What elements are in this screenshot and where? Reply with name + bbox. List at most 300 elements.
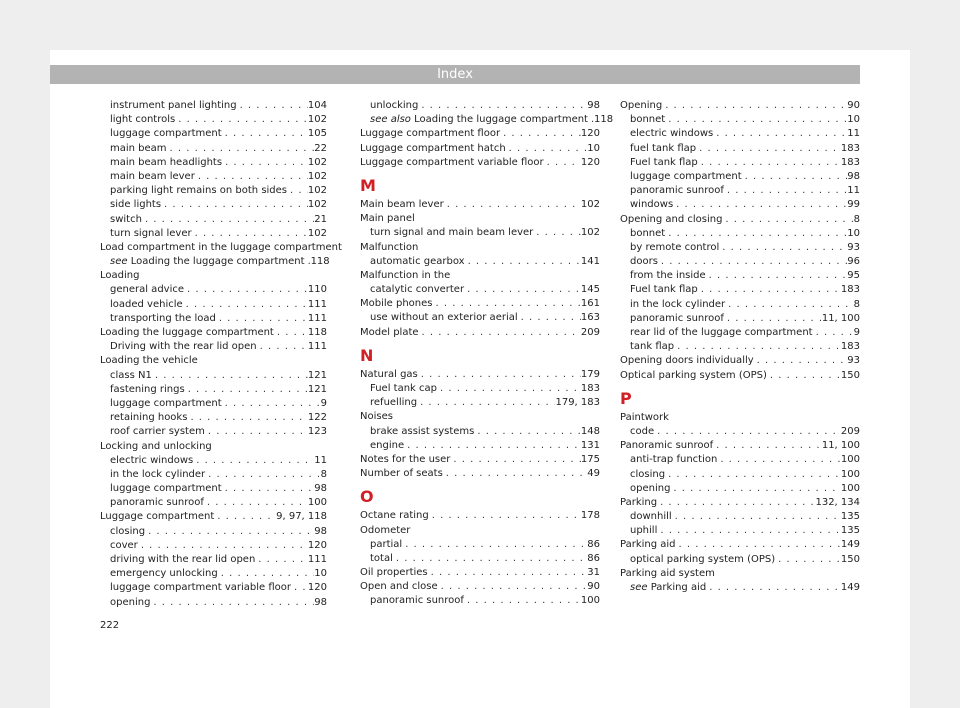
index-entry (100, 326, 327, 340)
index-entry (360, 524, 600, 538)
index-letter-heading: O (360, 487, 374, 507)
index-entry-term (360, 142, 506, 156)
index-entry (100, 184, 327, 198)
dot-leader (214, 510, 276, 524)
dot-leader (465, 255, 581, 269)
dot-leader (722, 213, 853, 227)
index-entry-term (100, 269, 139, 283)
index-entry-text: optical parking system (OPS) (630, 553, 776, 565)
index-entry-text: by remote control (630, 241, 720, 253)
index-entry-text: luggage compartment (110, 397, 222, 409)
index-entry-term (370, 594, 464, 608)
index-entry-text: anti-trap function (630, 454, 718, 466)
index-entry (620, 439, 860, 453)
dot-leader (767, 369, 841, 383)
index-entry (100, 411, 327, 425)
index-column-2 (360, 99, 614, 609)
index-entry-page: 10 (847, 114, 860, 126)
index-entry-term (370, 382, 437, 396)
index-entry-term (630, 326, 813, 340)
index-entry (360, 241, 600, 255)
dot-leader (719, 241, 847, 255)
index-entry-text: Loading the luggage compartment (100, 327, 274, 338)
index-entry-term (620, 439, 713, 453)
index-entry-page: 121 (307, 383, 327, 395)
index-entry-term (110, 454, 193, 468)
index-entry-text: total (370, 552, 393, 564)
index-entry-term (620, 411, 669, 425)
index-entry (100, 454, 327, 468)
index-entry-text: use without an exterior aerial (370, 312, 518, 324)
dot-leader (237, 99, 308, 113)
index-entry (100, 369, 327, 383)
index-entry-text: Load compartment in the luggage compartment (100, 241, 342, 253)
index-entry (620, 340, 860, 354)
index-entry (620, 538, 860, 552)
index-entry-text: doors (630, 256, 658, 268)
index-entry (360, 580, 600, 594)
index-entry-term (110, 539, 138, 553)
index-entry-page: 100 (840, 468, 860, 480)
index-entry (360, 396, 600, 410)
index-entry (620, 255, 860, 269)
index-entry-term (110, 170, 195, 184)
index-entry-page: 93 (847, 355, 860, 367)
dot-leader (724, 184, 847, 198)
dot-leader (665, 468, 841, 482)
index-entry-page: 111 (307, 554, 327, 565)
index-entry-page: 135 (840, 511, 860, 523)
index-entry-term (110, 255, 305, 269)
index-entry (620, 213, 860, 227)
dot-leader (404, 439, 581, 453)
index-entry-page: 118 (593, 114, 614, 126)
index-entry-text: panoramic sunroof (110, 497, 204, 509)
index-entry-text: roof carrier system (110, 426, 205, 438)
index-entry (360, 255, 600, 269)
index-entry-page: 104 (307, 100, 327, 111)
index-entry-page: 10 (314, 568, 327, 580)
index-entry (620, 269, 860, 283)
index-entry-page: 99 (847, 199, 860, 211)
index-entry (100, 553, 327, 567)
index-entry-page: 31 (587, 567, 600, 579)
index-entry-term (620, 567, 715, 581)
index-entry (360, 594, 600, 608)
index-entry (100, 539, 327, 553)
index-entry (100, 482, 327, 496)
dot-leader (216, 312, 308, 326)
index-entry-page: 100 (580, 595, 600, 607)
index-entry (620, 411, 860, 425)
index-entry-page: 131 (580, 439, 600, 451)
index-entry (360, 99, 600, 113)
index-entry-text: driving with the rear lid open (110, 554, 256, 565)
index-entry-term (360, 212, 415, 226)
index-entry-term (360, 580, 438, 594)
index-entry-page: 110 (307, 284, 327, 296)
dot-leader (713, 439, 822, 453)
index-entry-term (630, 227, 665, 241)
dot-leader (658, 255, 847, 269)
index-entry-page: 148 (580, 425, 600, 437)
dot-leader (418, 368, 581, 382)
index-entry-term (110, 340, 257, 354)
index-entry-text: Main beam lever (360, 198, 444, 210)
index-entry-term (620, 354, 754, 368)
index-entry-text: refuelling (370, 397, 418, 409)
index-entry-text: engine (370, 439, 405, 451)
index-entry-page: 111 (307, 312, 327, 324)
index-entry-text: Parking aid (620, 539, 676, 551)
index-entry-term (360, 410, 393, 424)
dot-leader (175, 113, 308, 127)
index-entry-term (630, 184, 724, 198)
index-entry-text: panoramic sunroof (370, 595, 464, 607)
index-entry (620, 581, 860, 595)
index-entry-text: rear lid of the luggage compartment (630, 327, 813, 338)
index-entry (620, 99, 860, 113)
index-entry-term (110, 213, 142, 227)
dot-leader (654, 425, 841, 439)
index-entry-term (370, 552, 393, 566)
dot-leader (717, 453, 841, 467)
index-entry-text: catalytic converter (370, 284, 465, 296)
index-entry-text: Parking (620, 496, 658, 508)
index-entry-text: fuel tank flap (630, 142, 697, 154)
index-entry (620, 510, 860, 524)
dot-leader (674, 340, 841, 354)
dot-leader (142, 213, 314, 227)
index-entry-text: Model plate (360, 326, 419, 338)
index-entry-text: uphill (630, 525, 658, 537)
index-entry-term (630, 298, 725, 312)
dot-leader (657, 496, 815, 510)
dot-leader (204, 496, 308, 510)
index-entry-term (360, 156, 544, 170)
index-entry-text: Open and close (360, 581, 438, 593)
dot-leader (706, 581, 841, 595)
index-entry-term (630, 255, 658, 269)
index-entry-page: 145 (580, 284, 600, 296)
index-entry (360, 297, 600, 311)
index-entry-page: 98 (587, 100, 600, 111)
index-entry-page: 96 (847, 256, 860, 268)
index-entry (100, 142, 327, 156)
index-entry (620, 127, 860, 141)
index-entry-term (110, 127, 222, 141)
index-entry (100, 596, 327, 610)
dot-leader (672, 510, 841, 524)
index-entry (100, 198, 327, 212)
index-entry (620, 354, 860, 368)
index-entry-text: main beam (110, 142, 167, 154)
index-entry-term (620, 369, 767, 383)
dot-leader (676, 538, 841, 552)
index-entry-page: 10 (847, 227, 860, 239)
dot-leader (417, 396, 555, 410)
index-entry-term (370, 226, 533, 240)
index-entry-term (630, 581, 706, 595)
index-entry-page: 8 (853, 213, 860, 225)
index-entry-page: 102 (580, 227, 600, 239)
index-entry-text: cover (110, 539, 138, 551)
dot-leader (185, 383, 308, 397)
dot-leader (419, 326, 581, 340)
index-entry-page: 11, 100 (821, 312, 860, 324)
index-entry (100, 425, 327, 439)
index-entry-term (360, 198, 444, 212)
index-entry-text: Parking aid (650, 582, 707, 593)
index-entry (100, 383, 327, 397)
index-entry (360, 453, 600, 467)
dot-leader (450, 453, 581, 467)
dot-leader (464, 283, 581, 297)
index-entry-text: transporting the load (110, 312, 216, 324)
index-entry-text: Mobile phones (360, 298, 433, 310)
index-entry-text: Driving with the rear lid open (110, 341, 257, 353)
index-entry (100, 354, 327, 368)
index-entry-term (630, 482, 670, 496)
index-entry-term (620, 213, 722, 227)
index-entry-term (110, 283, 184, 297)
index-entry (100, 283, 327, 297)
index-column-3 (620, 99, 860, 595)
index-entry-term (110, 567, 218, 581)
dot-leader (192, 227, 308, 241)
index-entry (100, 567, 327, 581)
index-entry-term (110, 198, 161, 212)
index-entry-page: 21 (314, 213, 327, 225)
index-entry-term (630, 142, 696, 156)
index-entry-term (110, 113, 175, 127)
index-entry-page: 120 (580, 156, 600, 168)
index-entry (620, 170, 860, 184)
dot-leader (533, 226, 581, 240)
index-entry-term (110, 184, 287, 198)
index-entry (620, 113, 860, 127)
index-entry-text: Locking and unlocking (100, 440, 212, 452)
index-entry-term (630, 468, 665, 482)
index-entry (360, 198, 600, 212)
index-entry-page: 111 (307, 298, 327, 310)
dot-leader (274, 326, 308, 340)
index-entry-text: tank flap (630, 341, 675, 353)
index-entry-text: Odometer (360, 524, 411, 536)
index-entry-term (630, 127, 713, 141)
index-entry (620, 156, 860, 170)
index-entry (360, 311, 600, 325)
index-entry-term (630, 269, 706, 283)
index-entry (100, 170, 327, 184)
dot-leader (152, 369, 308, 383)
index-entry (360, 410, 600, 424)
index-entry (620, 453, 860, 467)
index-entry-page: 90 (847, 100, 860, 111)
index-entry-page: 149 (840, 539, 860, 551)
index-entry (100, 510, 327, 524)
dot-leader (443, 467, 587, 481)
index-entry-text: Parking aid system (620, 567, 715, 579)
index-entry-page: 183 (840, 142, 860, 154)
index-entry (100, 440, 327, 454)
index-entry-page: 118 (310, 256, 330, 268)
index-entry-text: Fuel tank flap (630, 284, 698, 296)
index-entry-term (360, 127, 500, 141)
index-entry-term (100, 510, 214, 524)
index-entry (360, 509, 600, 523)
index-entry-term (360, 467, 443, 481)
index-entry-page: 105 (307, 128, 327, 140)
index-entry (360, 439, 600, 453)
index-entry (620, 553, 860, 567)
index-entry-page: 98 (314, 525, 327, 537)
dot-leader (287, 184, 308, 198)
dot-leader (161, 198, 308, 212)
index-entry-page: 100 (840, 482, 860, 494)
dot-leader (696, 142, 841, 156)
dot-leader (506, 142, 588, 156)
index-entry-text: Malfunction (360, 241, 419, 253)
index-entry-term (110, 312, 216, 326)
index-entry-page: 93 (847, 241, 860, 253)
index-entry-page: 98 (847, 170, 860, 182)
index-entry (360, 226, 600, 240)
dot-leader (393, 552, 587, 566)
dot-leader (444, 198, 581, 212)
index-entry-text: downhill (630, 511, 672, 523)
index-entry-page: 98 (314, 483, 327, 495)
index-entry (620, 198, 860, 212)
index-entry-page: 149 (840, 582, 860, 593)
index-entry-text: luggage compartment (110, 483, 222, 495)
index-letter-heading: P (620, 388, 632, 408)
dot-leader (257, 340, 308, 354)
index-entry-text: Notes for the user (360, 453, 451, 465)
index-entry-text: unlocking (370, 100, 419, 111)
index-entry-text: luggage compartment (630, 170, 742, 182)
dot-leader (670, 482, 840, 496)
dot-leader (500, 127, 581, 141)
index-entry-page: 175 (580, 453, 600, 465)
index-entry (100, 269, 327, 283)
dot-leader (195, 170, 308, 184)
index-entry-text: luggage compartment (110, 128, 222, 140)
index-entry-page: 178 (580, 510, 600, 522)
index-entry-text: loaded vehicle (110, 298, 183, 310)
dot-leader (706, 269, 848, 283)
index-entry-text: in the lock cylinder (630, 298, 726, 310)
index-entry (620, 567, 860, 581)
dot-leader (193, 454, 314, 468)
index-entry (620, 369, 860, 383)
index-entry (360, 269, 600, 283)
index-column-1 (100, 99, 342, 610)
index-entry-term (630, 312, 724, 326)
index-entry-text: panoramic sunroof (630, 185, 724, 197)
index-entry-term (630, 553, 775, 567)
dot-leader (291, 581, 308, 595)
index-entry-term (630, 510, 672, 524)
index-entry (100, 113, 327, 127)
index-entry-term (360, 453, 450, 467)
index-entry (360, 538, 600, 552)
index-entry (620, 312, 860, 326)
index-entry-term (630, 425, 654, 439)
index-entry-text: Oil properties (360, 567, 428, 579)
index-entry-text: main beam headlights (110, 156, 223, 168)
page-header: Index (50, 65, 860, 84)
index-entry-page: 209 (580, 326, 600, 338)
index-entry-page: 209 (840, 425, 860, 437)
dot-leader (222, 397, 321, 411)
index-entry-page: 8 (320, 468, 327, 480)
index-entry (100, 581, 327, 595)
index-entry (100, 468, 327, 482)
index-entry-text: Loading the vehicle (100, 355, 198, 367)
index-entry-text: Noises (360, 411, 393, 423)
index-entry (100, 298, 327, 312)
index-entry-term (100, 241, 342, 255)
index-entry-term (110, 525, 145, 539)
dot-leader (673, 198, 847, 212)
index-entry (620, 468, 860, 482)
dot-leader (725, 298, 853, 312)
dot-leader (184, 283, 308, 297)
index-entry (360, 425, 600, 439)
index-entry-text: Loading the luggage compartment (130, 256, 305, 268)
index-entry (100, 213, 327, 227)
index-entry-term (370, 439, 404, 453)
index-entry-page: 95 (847, 270, 860, 282)
index-entry (360, 467, 600, 481)
index-entry-term (630, 241, 719, 255)
index-entry-page: 183 (840, 156, 860, 168)
index-entry-page: 179 (580, 368, 600, 380)
index-entry-term (360, 509, 429, 523)
index-entry (620, 142, 860, 156)
dot-leader (418, 99, 587, 113)
index-entry-page: 179, 183 (555, 397, 600, 409)
index-entry-page: 22 (314, 142, 327, 154)
dot-leader (813, 326, 854, 340)
index-entry-term (630, 113, 665, 127)
index-entry-page: 98 (314, 596, 327, 608)
index-entry-text: Opening and closing (620, 213, 723, 225)
index-entry-text: opening (110, 596, 151, 608)
index-entry (100, 241, 342, 255)
index-entry-text: light controls (110, 114, 176, 126)
index-entry (620, 482, 860, 496)
index-entry (620, 524, 860, 538)
index-entry (100, 156, 327, 170)
dot-leader (474, 425, 581, 439)
index-entry-page: 11 (847, 185, 860, 197)
index-entry-text: Luggage compartment variable floor (360, 156, 544, 168)
index-entry-term (110, 482, 222, 496)
index-entry-page: 100 (307, 497, 327, 509)
index-entry-text: bonnet (630, 114, 666, 126)
index-entry-page: 183 (580, 383, 600, 394)
index-entry-text: Fuel tank cap (370, 383, 437, 394)
index-entry-term (110, 99, 237, 113)
index-entry-term (370, 311, 518, 325)
index-entry-text: from the inside (630, 270, 706, 282)
index-entry-term (100, 326, 274, 340)
index-letter-heading: M (360, 175, 376, 195)
index-entry-term (370, 113, 588, 127)
index-entry-text: emergency unlocking (110, 568, 218, 580)
